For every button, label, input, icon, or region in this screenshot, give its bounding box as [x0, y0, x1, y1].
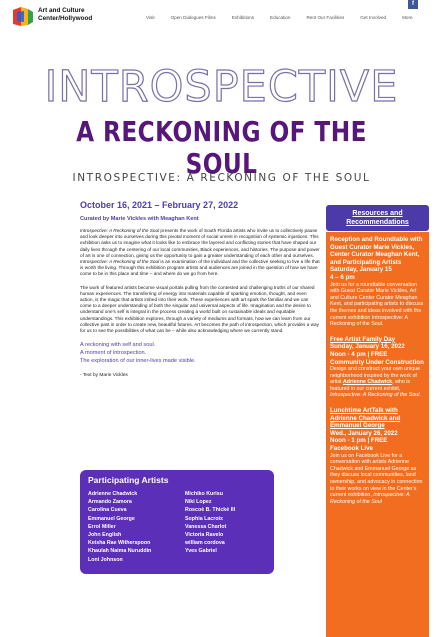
page-title: INTROSPECTIVE: A RECKONING OF THE SOUL — [72, 172, 371, 184]
event-3-description — [330, 453, 425, 506]
event-1-title: Reception and Roundtable with Guest Curator Marie Vickles, Center Curator Meaghan Kent, and Participating Artists — [330, 236, 423, 266]
event-2-text-1: Design and construct your own unique neighborhood inspired by the work of artist — [330, 366, 421, 386]
event-1-time: 4 – 6 pm — [330, 273, 355, 281]
banner-title-reckoning: A RECKONING OF THE SOUL — [76, 115, 367, 180]
event-2-title-text: Free Artist Family Day — [330, 335, 396, 343]
nav-education[interactable]: Education — [270, 15, 291, 20]
exhibition-name-italic-2: Introspective: A Reckoning of the Soul — [80, 259, 160, 265]
intro-paragraph — [80, 228, 320, 278]
intro-text-2: is an examination of the individual and the collective seeking to live a life that is worth the living. Through this exhibition program artists and audiences are joined in the question of how we have come to be in this place and time – and where do we go from here. — [80, 259, 320, 277]
poem-line: The exploration of our inner-lives made visible. — [80, 358, 196, 365]
site-header — [0, 0, 443, 36]
artist-name[interactable]: Errol Miller — [88, 523, 116, 530]
participating-artists-title: Participating Artists — [88, 475, 169, 485]
resources-button[interactable]: Resources and Recommendations — [326, 205, 429, 231]
nav-open-dialogues-films[interactable]: Open Dialogues Films — [170, 15, 216, 20]
text-credit: - Text by Marie Vickles — [80, 373, 128, 379]
exhibition-name-italic: Introspective: A Reckoning of the Soul — [80, 228, 160, 233]
artist-name[interactable]: Victoria Ravelo — [185, 532, 224, 539]
event-2-time: Noon - 4 pm | FREE — [330, 350, 388, 358]
artist-name[interactable]: Emmanuel George — [88, 515, 135, 522]
artist-link[interactable]: Adrienne Chadwick — [342, 379, 393, 386]
artist-name[interactable]: Khaulah Naima Nuruddin — [88, 548, 152, 555]
artist-name[interactable]: Roscoè B. Thické III — [185, 507, 236, 514]
poem-line: A reckoning with self and soul. — [80, 342, 156, 349]
facebook-icon[interactable]: f — [408, 0, 418, 9]
main-nav — [138, 15, 421, 20]
event-2-date: Sunday, January 16, 2022 — [330, 343, 405, 351]
event-3-title-text: Lunchtime ArtTalk with Adrienne Chadwick and Emmanuel George — [330, 407, 401, 430]
intro-text-1: presents the work of South Florida artists who invite us to collectively pause and look deeper into ourselves during this pivotal moment of social unrest in recognition of systemic injustices. This exhibition asks us to imagine what it looks like to embrace the layered and conflicting stories that have shaped our daily lives through the centering of our local communities, Black experiences, and histories. The purpose and power of art is one of connection, giving us the opportunity to gain a greater understanding of each other and ourselves. — [80, 228, 320, 258]
curator-credit: Curated by Marie Vickles with Meaghan Kent — [80, 216, 199, 222]
event-3-title[interactable] — [330, 407, 425, 430]
artist-name[interactable]: Adrienne Chadwick — [88, 491, 138, 497]
event-2-exhibition-italic: Introspective: A Reckoning of the Soul. — [330, 392, 421, 399]
artist-name[interactable]: Vanessa Charlot — [185, 523, 227, 530]
body-paragraph: The work of featured artists become visual portals pulling from the contested and challenging truths of our shared human experiences. The transferring of energy into materials capable of sparking emotion, thought, and even action, is the magic that artists imbed into their work. These experiences with art spark the familiar and we can come to a deeper understanding of both the singular and universal aspects of life. Imagination and the desire to understand one's self is integral in the process creating a world built on sustainable ideals and equitable understandings. This exhibition explores, through a variety of mediums and formats, how we can learn from our collective past in order to create new, beautiful futures. Art becomes the path of introspection, which provides a way for us to see the possibilities of what can be – while also acknowledging where we currently stand. — [80, 284, 319, 334]
brand-line-1: Art and Culture — [38, 7, 85, 14]
poem-line: A moment of introspection. — [80, 350, 147, 357]
artist-name[interactable]: Yves Gabriel — [185, 548, 217, 555]
event-2-title[interactable] — [330, 336, 425, 344]
event-3-text: Join us on Facebook Live for a conversation with artists Adrienne Chadwick and Emmanuel George as they discuss local communities, land ownership, and advocacy in connection to their works on view in the Center's current exhibition, — [330, 452, 423, 499]
event-2-subtitle: Community Under Construction — [330, 358, 424, 366]
artists-column-2 — [185, 490, 266, 564]
nav-more[interactable]: More — [402, 15, 413, 20]
participating-artists-box — [80, 470, 274, 574]
nav-exhibitions[interactable]: Exhibitions — [231, 15, 255, 20]
brand-name[interactable] — [38, 7, 92, 23]
event-3-date: Wed., January 26, 2022 — [330, 429, 398, 437]
event-1-date: Saturday, January 15 — [330, 266, 392, 274]
artist-name[interactable]: Armando Zamora — [88, 499, 132, 506]
event-2-text-2: , who is featured in our current exhibit, — [330, 379, 411, 392]
event-2-description — [330, 366, 425, 399]
artist-name[interactable]: Keisha Rae Witherspoon — [88, 540, 151, 547]
banner-title-introspective: INTROSPECTIVE — [44, 62, 399, 112]
artist-name[interactable]: John English — [88, 532, 122, 539]
artist-name[interactable]: Loni Johnson — [88, 556, 123, 563]
events-panel — [326, 232, 429, 637]
artists-columns — [88, 490, 266, 564]
exhibition-dates: October 16, 2021 – February 27, 2022 — [80, 200, 239, 210]
artist-name[interactable]: Michiko Kurisu — [185, 491, 223, 497]
artist-name[interactable]: Carolina Cueva — [88, 507, 127, 514]
artist-name[interactable]: william cordova — [185, 540, 225, 547]
event-1-description: Join us for a roundtable conversation with Guest Curator Marie Vickles, Art and Culture Center Curator Meaghan Kent, and participating artists to discuss the themes and ideas involved with the current exhibition Introspective: A Reckoning of the Soul. — [330, 281, 424, 328]
exhibition-description — [80, 200, 320, 384]
site-logo-icon[interactable] — [12, 6, 34, 28]
brand-line-2: Center/Hollywood — [38, 15, 93, 22]
nav-get-involved[interactable]: Get Involved — [360, 15, 387, 20]
artist-name[interactable]: Niki Lopez — [185, 499, 212, 506]
event-3-exhibition-italic: Introspective: A Reckoning of the Soul — [330, 492, 410, 505]
event-3-subtitle: Facebook Live — [330, 445, 373, 453]
artist-name[interactable]: Sophia Lacroix — [185, 515, 223, 522]
artists-column-1 — [88, 490, 169, 564]
poem — [80, 341, 320, 365]
nav-rent-our-facilities[interactable]: Rent Our Facilities — [306, 15, 345, 20]
nav-visit[interactable]: Visit — [146, 15, 155, 20]
event-3-time: Noon - 1 pm | FREE — [330, 437, 388, 445]
